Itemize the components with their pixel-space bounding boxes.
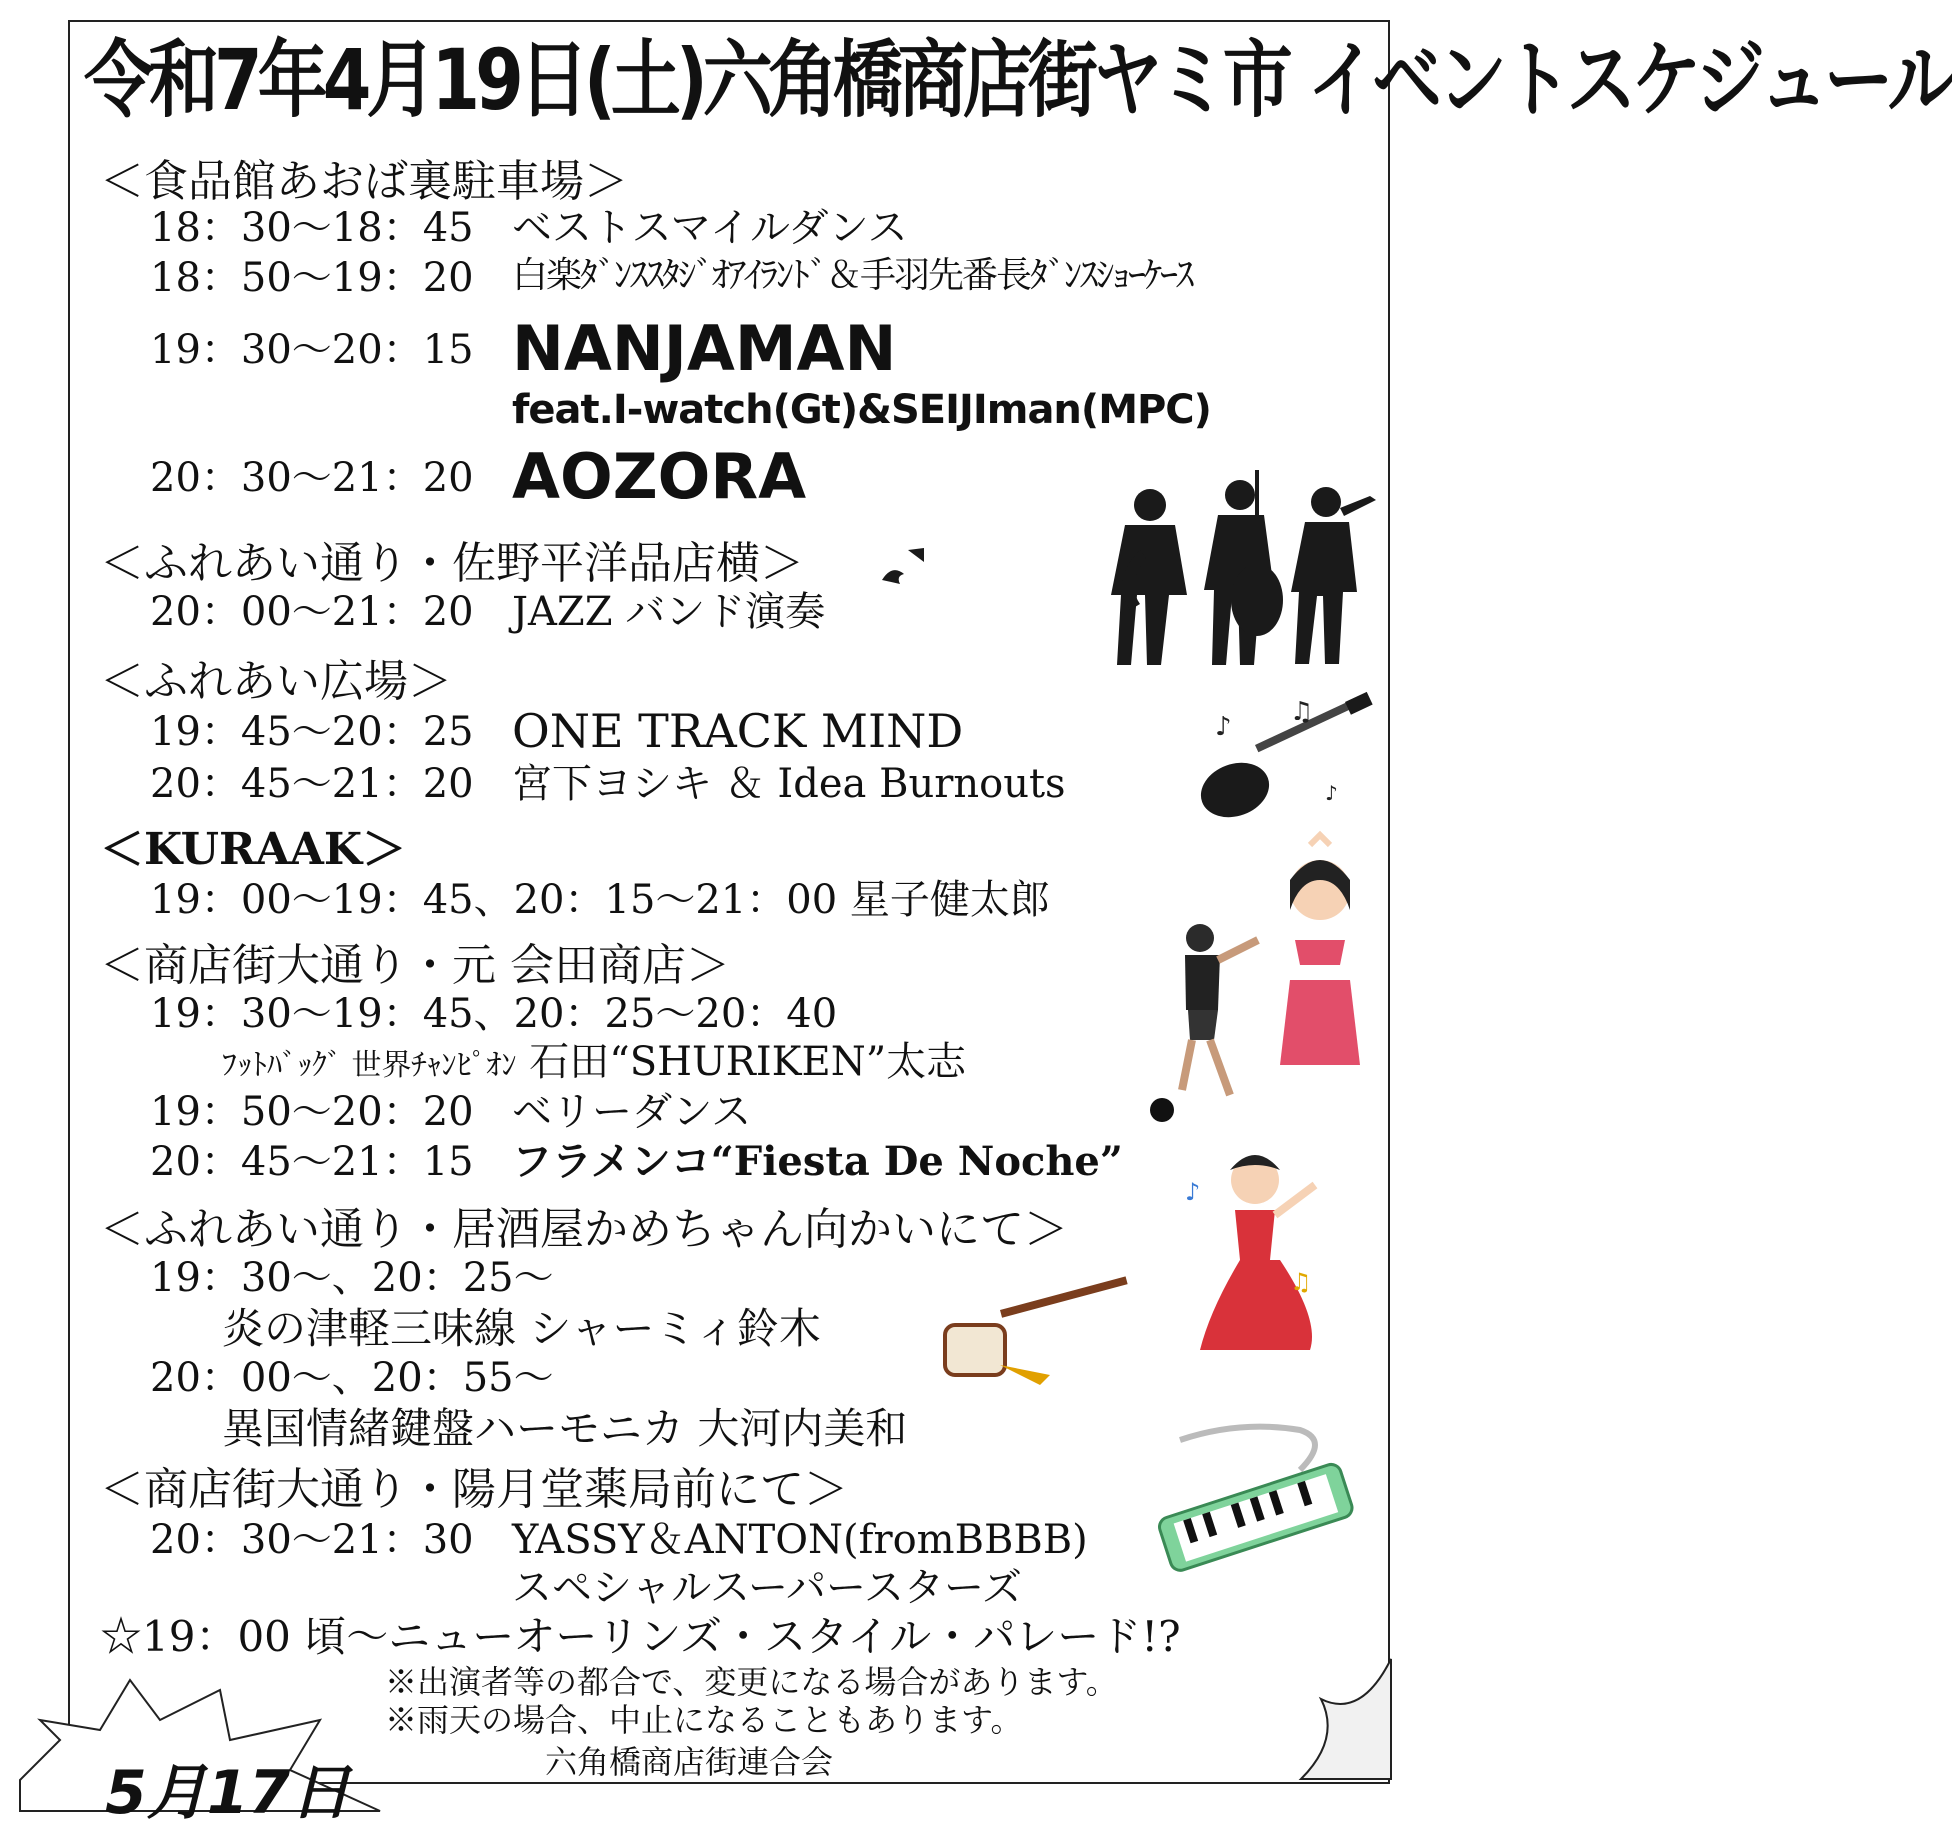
schedule-time: 19：30〜19：45、20：25〜20：40 bbox=[150, 991, 838, 1037]
venue-heading-2: ＜ふれあい通り・佐野平洋品店横＞ bbox=[100, 538, 804, 589]
schedule-time: 19：00〜19：45、20：15〜21：00 星子健太郎 bbox=[150, 877, 1050, 923]
schedule-time: 20：00〜、20：55〜 bbox=[150, 1355, 554, 1401]
page-title: 令和7年4月19日(土)六角橋商店街ヤミ市 イベントスケジュール bbox=[84, 30, 1952, 130]
electric-guitar-icon bbox=[1195, 690, 1375, 830]
venue-heading-4: ＜KURAAK＞ bbox=[100, 824, 407, 875]
schedule-act-headline: AOZORA bbox=[512, 440, 807, 513]
next-date-label: 5月17日 bbox=[105, 1758, 351, 1828]
schedule-act: ONE TRACK MIND bbox=[512, 704, 964, 758]
keyboard-harmonica-illustration bbox=[1150, 1420, 1360, 1565]
schedule-act: YASSY＆ANTON(fromBBBB) bbox=[512, 1517, 1088, 1563]
page-curl-decoration bbox=[1301, 1659, 1391, 1779]
note-rain: ※雨天の場合、中止になることもあります。 bbox=[385, 1701, 1023, 1739]
performer-name: 石田“SHURIKEN”太志 bbox=[529, 1039, 967, 1085]
note-change: ※出演者等の都合で、変更になる場合があります。 bbox=[385, 1663, 1118, 1701]
schedule-time: 20：00〜21：20 bbox=[150, 589, 474, 635]
schedule-act: ベストスマイルダンス bbox=[512, 205, 908, 251]
svg-text:♫: ♫ bbox=[1290, 1268, 1312, 1296]
venue-heading-7: ＜商店街大通り・陽月堂薬局前にて＞ bbox=[100, 1464, 848, 1515]
schedule-act: 異国情緒鍵盤ハーモニカ 大河内美和 bbox=[222, 1404, 908, 1453]
parade-line: ☆19：00 頃〜ニューオーリンズ・スタイル・パレード!? bbox=[100, 1612, 1181, 1661]
footbag-player-illustration bbox=[1140, 920, 1270, 1130]
schedule-time: 18：50〜19：20 bbox=[150, 255, 474, 301]
schedule-act: 宮下ヨシキ ＆ Idea Burnouts bbox=[512, 761, 1066, 807]
schedule-act: 白楽ﾀﾞﾝｽｽﾀｼﾞｵｱｲﾗﾝﾄﾞ＆手羽先番長ﾀﾞﾝｽｼｮｰｹｰｽ bbox=[512, 255, 1193, 296]
schedule-time: 19：45〜20：25 bbox=[150, 709, 474, 755]
schedule-act: JAZZ バンド演奏 bbox=[512, 589, 826, 635]
venue-heading-3: ＜ふれあい広場＞ bbox=[100, 656, 452, 707]
venue-heading-6: ＜ふれあい通り・居酒屋かめちゃん向かいにて＞ bbox=[100, 1204, 1068, 1255]
schedule-time: 20：30〜21：20 bbox=[150, 455, 474, 501]
flamenco-dancer-illustration bbox=[1180, 1140, 1350, 1360]
performer-line bbox=[222, 1039, 967, 1085]
schedule-time: 19：30〜20：15 bbox=[150, 327, 474, 373]
svg-text:♫: ♫ bbox=[1290, 697, 1314, 727]
schedule-time: 19：50〜20：20 bbox=[150, 1089, 474, 1135]
schedule-time: 19：30〜、20：25〜 bbox=[150, 1255, 554, 1301]
performer-title: ﾌｯﾄﾊﾞｯｸﾞ 世界ﾁｬﾝﾋﾟｵﾝ bbox=[222, 1048, 517, 1083]
svg-text:♪: ♪ bbox=[1185, 1178, 1201, 1206]
schedule-act-subtitle: スペシャルスーパースターズ bbox=[512, 1565, 1022, 1611]
svg-text:♪: ♪ bbox=[1215, 712, 1232, 742]
schedule-time: 20：30〜21：30 bbox=[150, 1517, 474, 1563]
schedule-act-headline: NANJAMAN bbox=[512, 312, 897, 385]
jazz-band-illustration bbox=[870, 470, 1360, 670]
schedule-act: 炎の津軽三味線 シャーミィ鈴木 bbox=[222, 1304, 821, 1353]
svg-text:♪: ♪ bbox=[1325, 781, 1338, 805]
schedule-act: フラメンコ“Fiesta De Noche” bbox=[512, 1138, 1123, 1185]
schedule-time: 18：30〜18：45 bbox=[150, 205, 474, 251]
venue-heading-5: ＜商店街大通り・元 会田商店＞ bbox=[100, 940, 730, 991]
shamisen-illustration bbox=[930, 1270, 1130, 1390]
schedule-time: 20：45〜21：15 bbox=[150, 1139, 474, 1185]
schedule-act-featuring: feat.I-watch(Gt)&SEIJIman(MPC) bbox=[512, 387, 1211, 433]
schedule-time: 20：45〜21：20 bbox=[150, 761, 474, 807]
venue-heading-1: ＜食品館あおば裏駐車場＞ bbox=[100, 156, 628, 207]
belly-dancer-illustration bbox=[1260, 840, 1380, 1070]
schedule-act: ベリーダンス bbox=[512, 1089, 752, 1135]
organizer-name: 六角橋商店街連合会 bbox=[545, 1743, 834, 1781]
